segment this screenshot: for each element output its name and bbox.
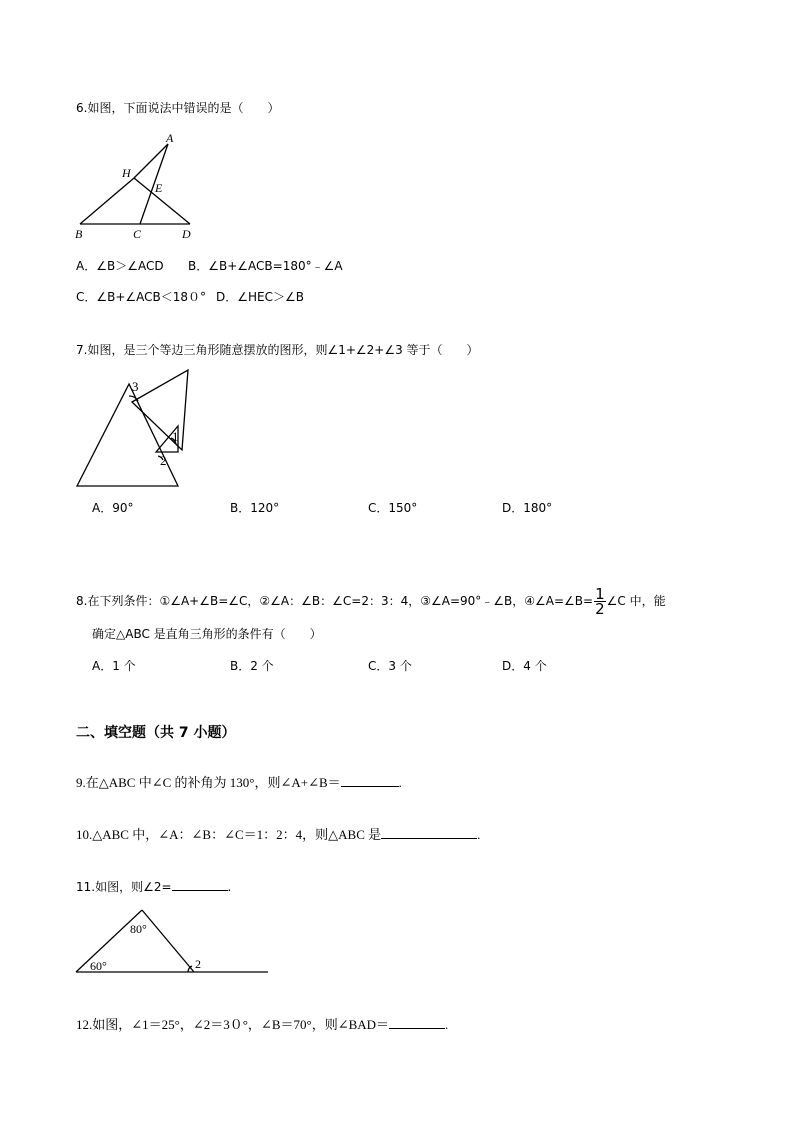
q12-text-end: . (445, 1017, 449, 1032)
q8-frac-den: 2 (595, 600, 605, 618)
q7-option-c: C．150° (368, 501, 418, 515)
q6-label-b: B (75, 227, 83, 241)
q6-label-h: H (122, 166, 131, 180)
q7-figure (74, 368, 204, 488)
q8-option-a: A．1 个 (92, 659, 136, 673)
q8-option-d: D．4 个 (502, 659, 547, 673)
q12-text: 12.如图，∠1＝25°，∠2＝3０°，∠B＝70°，则∠BAD＝ (76, 1017, 390, 1032)
q11-label-80: 80° (130, 922, 147, 936)
q11-answer-blank[interactable] (172, 878, 228, 891)
q11-right-side (142, 910, 194, 972)
q7-option-d: D．180° (502, 501, 553, 515)
q7-label-3: 3 (132, 379, 139, 394)
q6-option-b: B．∠B+∠ACB=180°﹣∠A (188, 259, 343, 273)
q6-label-e: E (155, 181, 163, 195)
q6-option-d: D．∠HEC＞∠B (216, 290, 304, 304)
section-title: 二、填空题（共 7 小题） (76, 725, 236, 741)
q6-label-a: A (166, 131, 174, 145)
q9-answer-blank[interactable] (341, 774, 399, 787)
q6-label-d: D (182, 227, 191, 241)
q7-option-b: B．120° (230, 501, 280, 515)
q12-line (76, 1016, 448, 1033)
q8-fraction (594, 587, 606, 616)
q6-line-ha (134, 144, 168, 178)
q12-answer-blank[interactable] (389, 1016, 445, 1029)
q6-option-a: A．∠B＞∠ACD (76, 259, 164, 273)
q10-line (76, 826, 480, 843)
q11-line (76, 878, 231, 895)
q8-stem-part1: 8.在下列条件：①∠A+∠B=∠C，②∠A：∠B：∠C=2：3：4，③∠A=90°﹣∠B，④∠A=∠B= (76, 594, 594, 608)
q8-stem-part2: ∠C 中，能 (606, 594, 666, 608)
q11-figure (74, 906, 274, 978)
q7-label-2: 2 (160, 453, 167, 468)
q8-stem-line1 (76, 587, 666, 616)
q10-text: 10.△ABC 中，∠A：∠B：∠C＝1：2：4，则△ABC 是 (76, 827, 382, 842)
q8-frac-num: 1 (595, 585, 605, 603)
q6-line-bh (80, 178, 134, 224)
q11-label-2: 2 (195, 957, 201, 971)
q8-option-b: B．2 个 (230, 659, 274, 673)
q6-stem: 6.如图，下面说法中错误的是（ ） (76, 101, 280, 115)
q7-option-a: A．90° (92, 501, 134, 515)
q9-text-end: . (398, 775, 402, 790)
q9-line (76, 774, 402, 791)
q11-left-side (76, 910, 142, 972)
q7-label-1: 1 (172, 429, 179, 444)
q8-stem-line2: 确定△ABC 是直角三角形的条件有（ ） (92, 627, 322, 641)
q7-upper-triangle (132, 370, 188, 450)
q6-label-c: C (133, 227, 142, 241)
q6-line-ac (140, 144, 168, 224)
q6-option-c: C．∠B+∠ACB＜18０° (76, 290, 207, 304)
q11-label-60: 60° (90, 959, 107, 973)
q11-text-end: . (227, 880, 232, 894)
q8-option-c: C．3 个 (368, 659, 412, 673)
q10-text-end: . (477, 827, 481, 842)
q9-text: 9.在△ABC 中∠C 的补角为 130°，则∠A+∠B＝ (76, 775, 341, 790)
q7-big-triangle (77, 384, 178, 486)
q11-text: 11.如图，则∠2= (76, 880, 172, 894)
q7-stem: 7.如图，是三个等边三角形随意摆放的图形，则∠1+∠2+∠3 等于（ ） (76, 343, 479, 357)
q10-answer-blank[interactable] (381, 826, 477, 839)
q6-figure (72, 132, 202, 242)
